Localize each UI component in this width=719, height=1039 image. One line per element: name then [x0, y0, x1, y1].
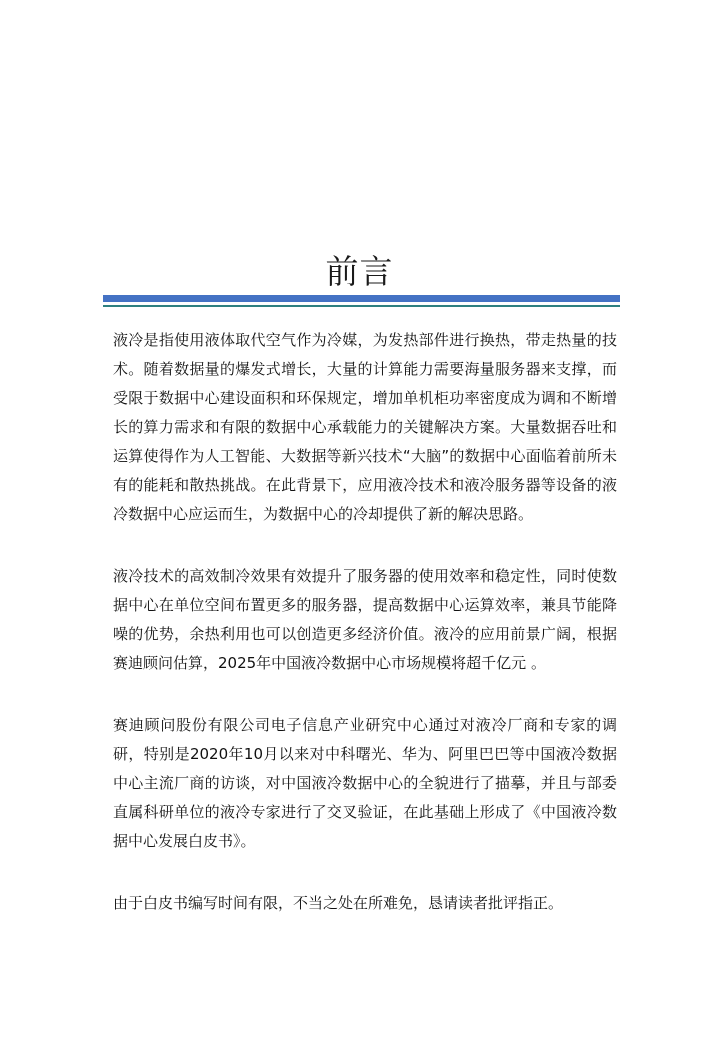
paragraph-1: 液冷是指使用液体取代空气作为冷媒，为发热部件进行换热，带走热量的技术。随着数据量的爆发式增长，大量的计算能力需要海量服务器来支撑，而受限于数据中心建设面积和环保规定，增加单机柜功率密度成为调和不断增长的算力需求和有限的数据中心承载能力的关键解决方案。大量数据吞吐和运算使得作为人工智能、大数据等新兴技术“大脑”的数据中心面临着前所未有的能耗和散热挑战。在此背景下，应用液冷技术和液冷服务器等设备的液冷数据中心应运而生，为数据中心的冷却提供了新的解决思路。 [113, 331, 617, 523]
paragraph-2: 液冷技术的高效制冷效果有效提升了服务器的使用效率和稳定性，同时使数据中心在单位空间布置更多的服务器，提高数据中心运算效率，兼具节能降噪的优势，余热利用也可以创造更多经济价值。液冷的应用前景广阔，根据赛迪顾问估算，2025年中国液冷数据中心市场规模将超千亿元 。 [113, 567, 617, 672]
paragraph-3: 赛迪顾问股份有限公司电子信息产业研究中心通过对液冷厂商和专家的调研，特别是2020年10月以来对中科曙光、华为、阿里巴巴等中国液冷数据中心主流厂商的访谈，对中国液冷数据中心的全貌进行了描摹，并且与部委直属科研单位的液冷专家进行了交叉验证，在此基础上形成了《中国液冷数据中心发展白皮书》。 [113, 716, 617, 850]
title-underline-thin [103, 305, 620, 307]
body-text [113, 326, 617, 951]
page-title: 前言 [325, 252, 394, 291]
paragraph-4: 由于白皮书编写时间有限，不当之处在所难免，恳请读者批评指正。 [113, 894, 564, 912]
title-underline-thick [103, 295, 620, 302]
